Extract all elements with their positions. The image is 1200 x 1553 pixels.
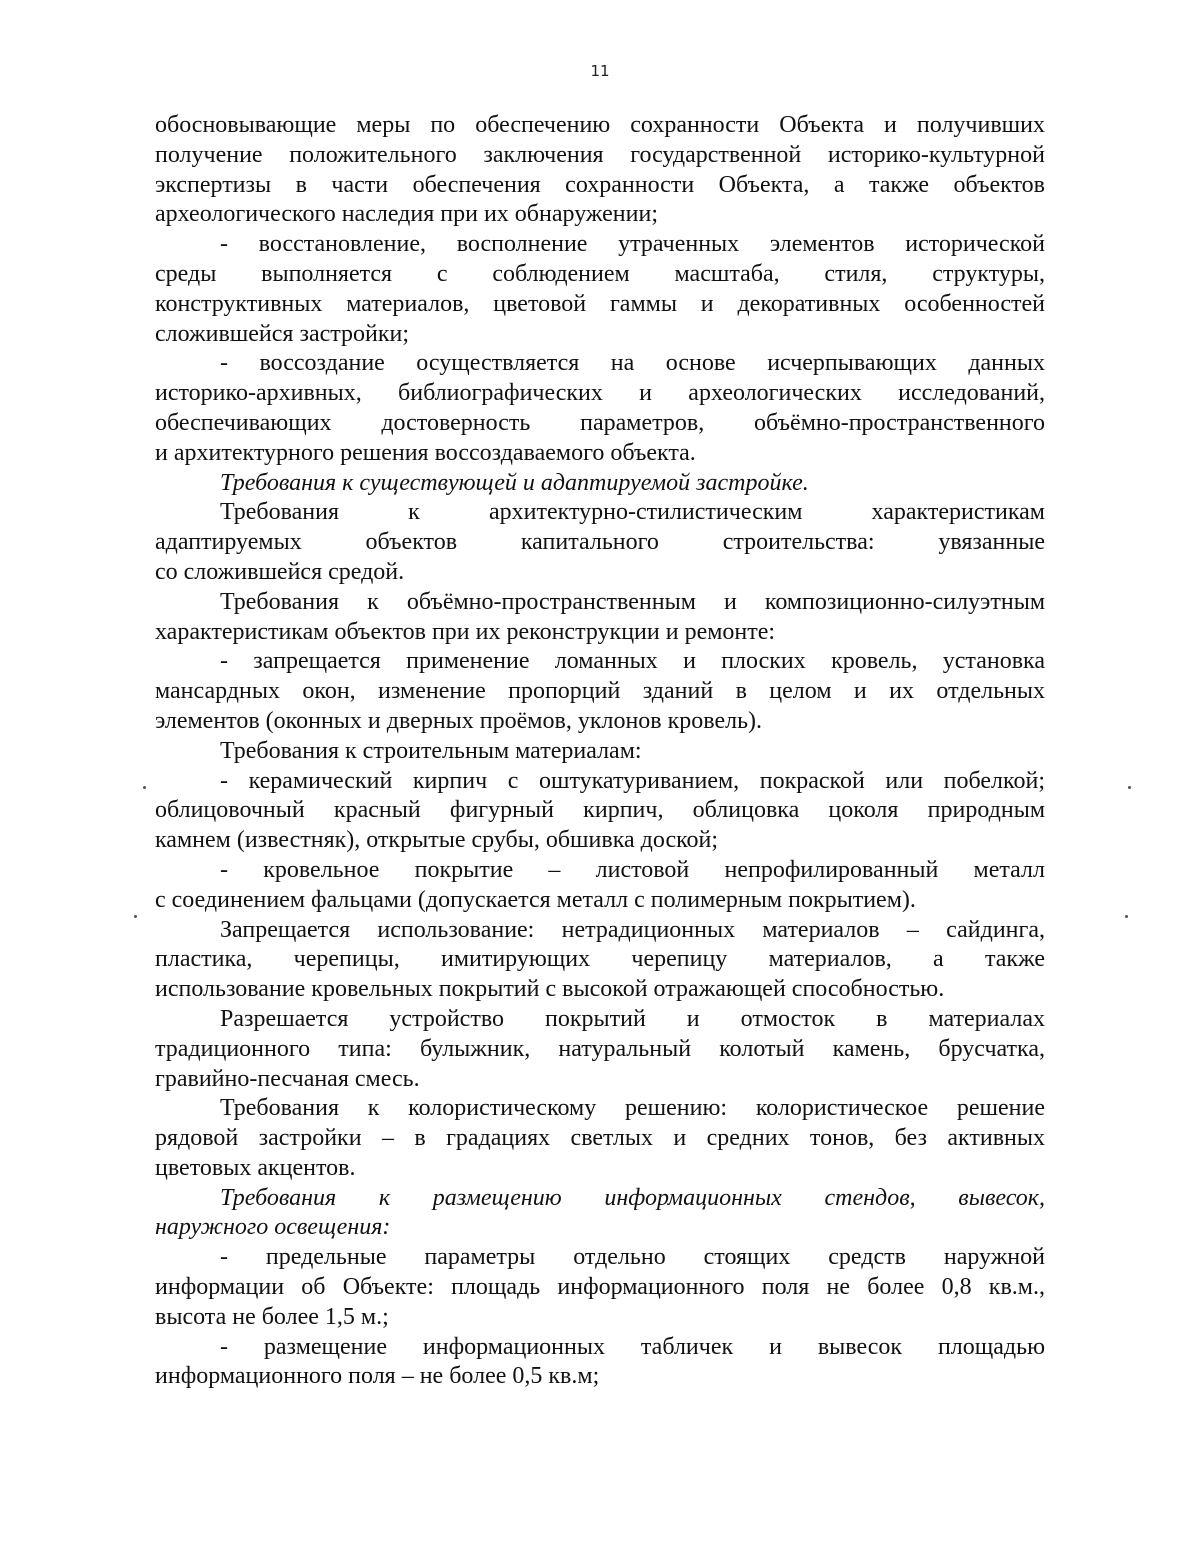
document-body [155,111,1045,1392]
text-line: историко-архивных, библиографических и археологических исследований, [155,380,1045,407]
paragraph-prohibited-materials [155,916,1045,1005]
text-line: получение положительного заключения государственной историко-культурной [155,141,1045,168]
text-line: экспертизы в части обеспечения сохранности Объекта, а также объектов [155,171,1045,198]
text-line: цветовых акцентов. [155,1154,356,1181]
scan-speck [1128,786,1131,789]
text-line: - запрещается применение ломанных и плоских кровель, установка [220,648,1045,675]
paragraph-volume-requirements [155,588,1045,648]
text-line: наружного освещения: [155,1214,391,1241]
list-item-roofing [155,856,1045,916]
text-line: и архитектурного решения воссоздаваемого объекта. [155,439,696,466]
paragraph-materials-heading [155,737,1045,767]
section-heading-existing-buildings [155,469,1045,499]
text-line: - кровельное покрытие – листовой непрофилированный металл [220,856,1045,883]
list-item-brick [155,767,1045,856]
paragraph-architectural-style [155,498,1045,587]
text-line: информационного поля – не более 0,5 кв.м; [155,1363,600,1390]
text-line: мансардных окон, изменение пропорций зданий в целом и их отдельных [155,678,1045,705]
text-line: Требования к объёмно-пространственным и композиционно-силуэтным [220,588,1045,615]
text-line: со сложившейся средой. [155,558,405,585]
scan-speck [134,915,137,918]
list-item-signage-limits [155,1243,1045,1332]
text-line: Требования к архитектурно-стилистическим характеристикам [220,499,1045,526]
text-line: - предельные параметры отдельно стоящих средств наружной [220,1244,1045,1271]
text-line: элементов (оконных и дверных проёмов, уклонов кровель). [155,707,763,734]
text-line: сложившейся застройки; [155,320,410,347]
text-line: использование кровельных покрытий с высокой отражающей способностью. [155,976,945,1003]
paragraph-color-scheme [155,1094,1045,1183]
text-line: - воссоздание осуществляется на основе исчерпывающих данных [220,350,1045,377]
text-line: гравийно-песчаная смесь. [155,1065,420,1092]
list-item-plaques [155,1333,1045,1393]
text-line: пластика, черепицы, имитирующих черепицу материалов, а также [155,946,1045,973]
text-line: Требования к размещению информационных стендов, вывесок, [220,1184,1045,1211]
paragraph-continuation [155,111,1045,230]
list-item-restoration [155,230,1045,349]
text-line: - керамический кирпич с оштукатуриванием, покраской или побелкой; [220,767,1045,794]
text-line: - восстановление, восполнение утраченных элементов исторической [220,231,1045,258]
text-line: Требования к существующей и адаптируемой застройке. [220,469,809,496]
text-line: камнем (известняк), открытые срубы, обшивка доской; [155,827,719,854]
text-line: Разрешается устройство покрытий и отмосток в материалах [220,1005,1045,1032]
text-line: облицовочный красный фигурный кирпич, облицовка цоколя природным [155,797,1045,824]
text-line: среды выполняется с соблюдением масштаба, стиля, структуры, [155,260,1045,287]
text-line: Запрещается использование: нетрадиционных материалов – сайдинга, [220,916,1045,943]
text-line: традиционного типа: булыжник, натуральный колотый камень, брусчатка, [155,1035,1045,1062]
text-line: адаптируемых объектов капитального строительства: увязанные [155,529,1045,556]
text-line: обосновывающие меры по обеспечению сохранности Объекта и получивших [155,112,1045,138]
list-item-recreation [155,349,1045,468]
page-number: 11 [590,62,610,80]
text-line: археологического наследия при их обнаружении; [155,201,658,228]
text-line: обеспечивающих достоверность параметров, объёмно-пространственного [155,409,1045,436]
text-line: конструктивных материалов, цветовой гаммы и декоративных особенностей [155,290,1045,317]
list-item-roof-prohibition [155,647,1045,736]
text-line: характеристикам объектов при их реконструкции и ремонте: [155,618,776,645]
text-line: Требования к колористическому решению: колористическое решение [220,1095,1045,1122]
text-line: высота не более 1,5 м.; [155,1303,389,1330]
text-line: с соединением фальцами (допускается металл с полимерным покрытием). [155,886,916,913]
scan-speck [1125,915,1128,918]
scan-speck [143,786,146,789]
text-line: информации об Объекте: площадь информационного поля не более 0,8 кв.м., [155,1274,1045,1301]
text-line: рядовой застройки – в градациях светлых и средних тонов, без активных [155,1125,1045,1152]
text-line: - размещение информационных табличек и вывесок площадью [220,1333,1045,1360]
section-heading-signage [155,1184,1045,1244]
paragraph-paving [155,1005,1045,1094]
text-line: Требования к строительным материалам: [220,737,642,764]
